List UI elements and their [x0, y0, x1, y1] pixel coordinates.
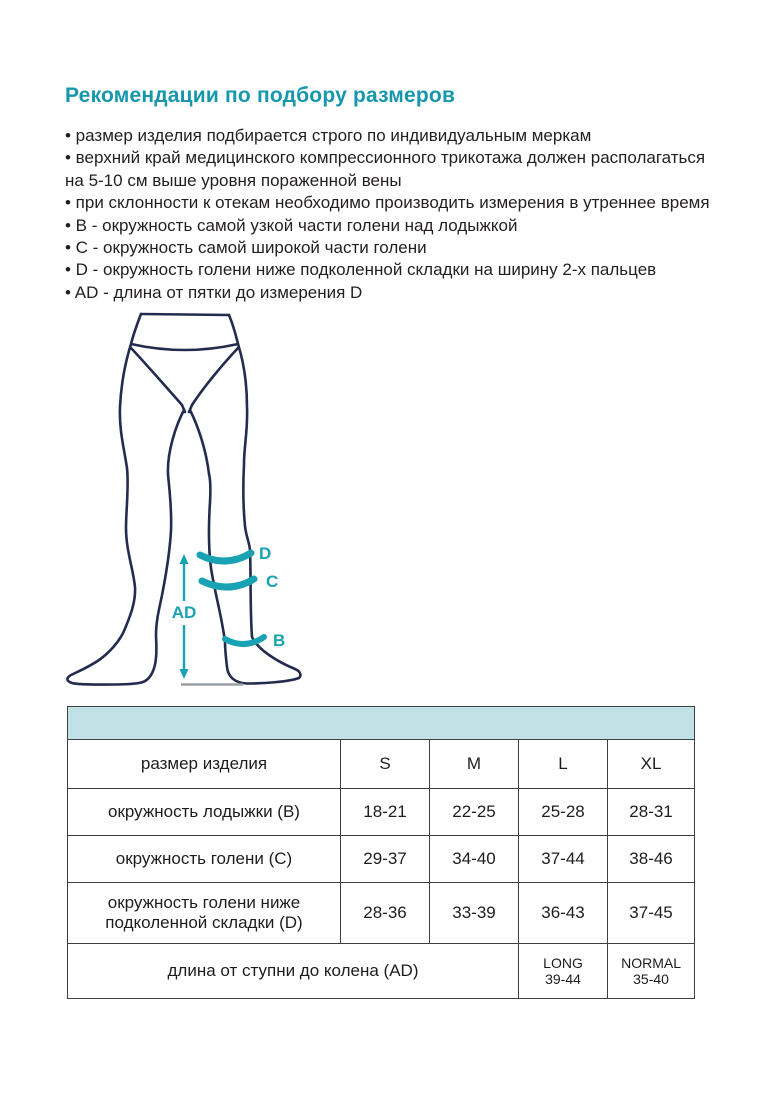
label-c: C	[266, 572, 279, 591]
waistband-top-line	[141, 314, 229, 315]
legs-diagram-svg	[63, 306, 315, 702]
table-row-calf-c	[68, 836, 695, 883]
value-cell: 25-28	[519, 789, 608, 836]
length-normal-value: 35-40	[633, 971, 669, 987]
panty-v-left-line	[131, 348, 185, 412]
bullet-item: • верхний край медицинского компрессионного трикотажа должен располагаться на 5-10 см выше уровня пораженной вены	[65, 148, 706, 190]
row-label: длина от ступни до колена (AD)	[68, 944, 519, 999]
size-cell: S	[341, 740, 430, 789]
table-header-band-row	[68, 707, 695, 740]
value-cell: 33-39	[430, 883, 519, 944]
table-header-band	[68, 707, 695, 740]
size-cell: L	[519, 740, 608, 789]
length-long-value: 39-44	[545, 971, 581, 987]
table-row-sizes	[68, 740, 695, 789]
value-cell-long	[519, 944, 608, 999]
bullet-item: • C - окружность самой широкой части голени	[65, 238, 427, 258]
value-cell: 22-25	[430, 789, 519, 836]
value-cell: 18-21	[341, 789, 430, 836]
value-cell: 28-36	[341, 883, 430, 944]
table-row-ankle-b	[68, 789, 695, 836]
value-cell: 28-31	[608, 789, 695, 836]
table-row-below-knee-d	[68, 883, 695, 944]
waistband-bottom-line	[131, 344, 238, 350]
bullet-item: • AD - длина от пятки до измерения D	[65, 282, 363, 302]
length-normal-label: NORMAL	[621, 955, 681, 971]
value-cell: 29-37	[341, 836, 430, 883]
length-long-label: LONG	[543, 955, 583, 971]
value-cell: 34-40	[430, 836, 519, 883]
row-label: размер изделия	[68, 740, 341, 789]
label-ad: AD	[171, 603, 197, 622]
row-label: окружность голени ниже подколенной складки (D)	[68, 883, 341, 944]
measure-band-d	[200, 553, 251, 561]
right-leg-outline	[190, 315, 300, 684]
label-d: D	[259, 544, 272, 563]
table-row-length-ad	[68, 944, 695, 999]
size-cell: M	[430, 740, 519, 789]
bullet-item: • при склонности к отекам необходимо производить измерения в утреннее время	[65, 193, 710, 213]
value-cell: 37-45	[608, 883, 695, 944]
size-cell: XL	[608, 740, 695, 789]
value-cell: 36-43	[519, 883, 608, 944]
row-label: окружность голени (C)	[68, 836, 341, 883]
measure-band-b	[225, 637, 264, 644]
bullet-item: • D - окружность голени ниже подколенной складки на ширину 2-х пальцев	[65, 260, 657, 280]
value-cell-normal	[608, 944, 695, 999]
bullet-item: • B - окружность самой узкой части голени над лодыжкой	[65, 215, 518, 235]
label-b: B	[273, 631, 286, 650]
value-cell: 37-44	[519, 836, 608, 883]
legs-measurement-diagram	[63, 306, 315, 702]
left-leg-outline	[67, 314, 184, 685]
measure-band-c	[202, 579, 254, 587]
bullet-item: • размер изделия подбирается строго по индивидуальным меркам	[65, 126, 592, 145]
size-table	[67, 706, 695, 999]
panty-v-right-line	[189, 348, 238, 412]
page-title: Рекомендации по подбору размеров	[65, 84, 456, 107]
value-cell: 38-46	[608, 836, 695, 883]
bullet-list	[65, 125, 715, 304]
row-label: окружность лодыжки (B)	[68, 789, 341, 836]
